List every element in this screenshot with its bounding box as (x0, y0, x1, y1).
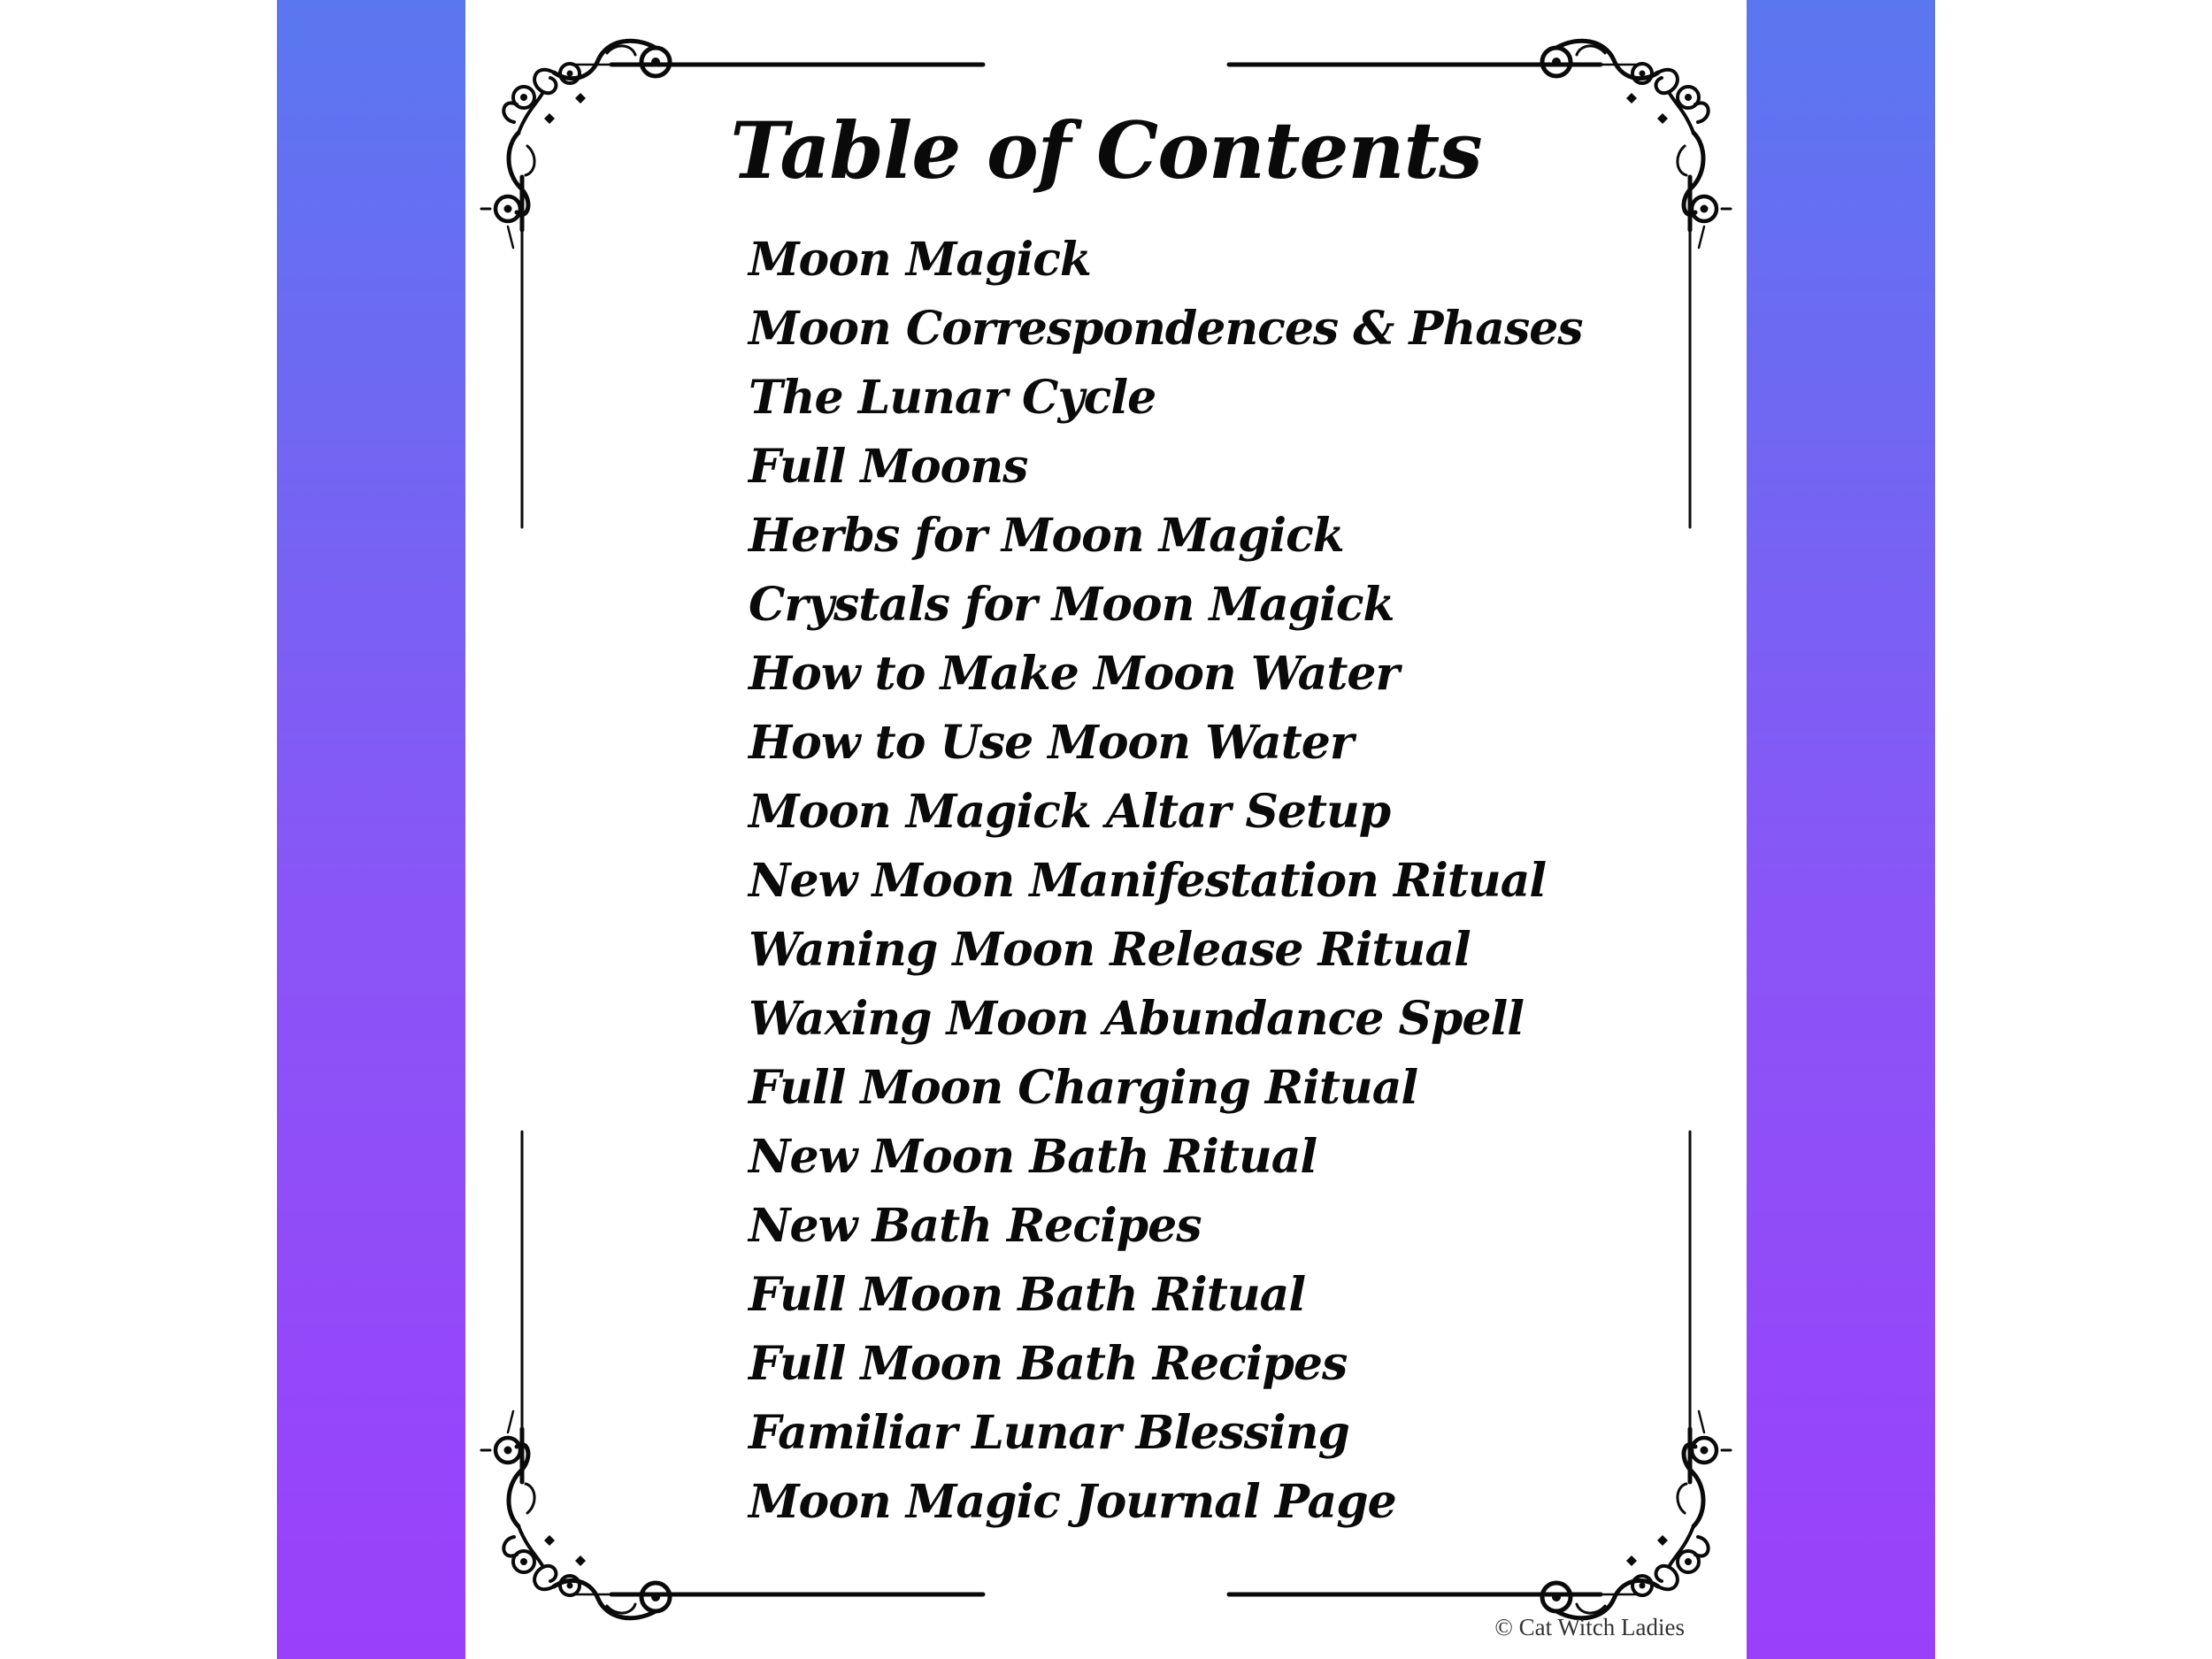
contents-entry: How to Make Moon Water (749, 647, 1399, 701)
contents-entry: New Moon Manifestation Ritual (749, 854, 1547, 908)
contents-entry: Full Moon Charging Ritual (749, 1061, 1418, 1115)
contents-entry: New Moon Bath Ritual (749, 1130, 1317, 1184)
contents-entry: New Bath Recipes (749, 1199, 1202, 1253)
contents-entry: Crystals for Moon Magick (749, 578, 1394, 632)
contents-entry: Waxing Moon Abundance Spell (749, 992, 1524, 1046)
contents-entry: Moon Correspondences & Phases (749, 302, 1583, 356)
contents-entry: Full Moon Bath Ritual (749, 1268, 1306, 1322)
contents-entry: Familiar Lunar Blessing (749, 1406, 1349, 1460)
contents-entry: Herbs for Moon Magick (749, 509, 1344, 563)
contents-entry: The Lunar Cycle (749, 371, 1156, 425)
contents-entry: How to Use Moon Water (749, 716, 1354, 770)
contents-list (749, 226, 1583, 1537)
contents-entry: Full Moon Bath Recipes (749, 1337, 1348, 1391)
contents-entry: Full Moons (749, 440, 1028, 494)
contents-entry: Waning Moon Release Ritual (749, 923, 1471, 977)
contents-entry: Moon Magick Altar Setup (749, 785, 1391, 839)
contents-page (465, 0, 1747, 1659)
contents-entry: Moon Magic Journal Page (749, 1475, 1396, 1529)
copyright-notice: © Cat Witch Ladies (1494, 1614, 1685, 1640)
left-gradient-band (277, 0, 465, 1659)
page-title: Table of Contents (730, 104, 1482, 196)
contents-entry: Moon Magick (749, 233, 1091, 287)
right-gradient-band (1747, 0, 1935, 1659)
